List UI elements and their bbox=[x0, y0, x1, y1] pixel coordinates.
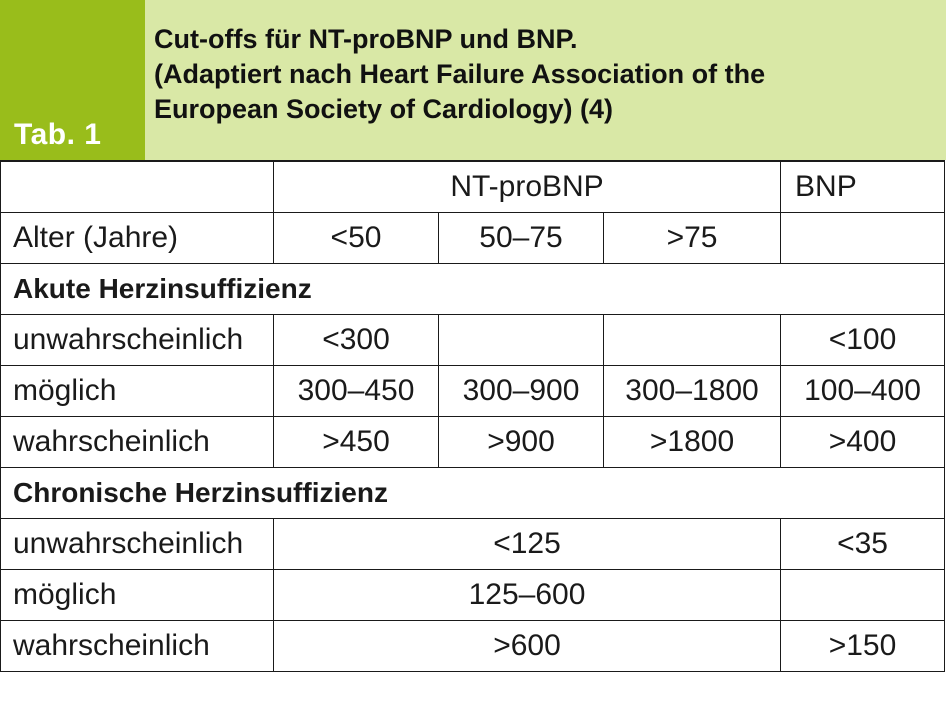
table-cell: 50–75 bbox=[439, 213, 604, 264]
title-box bbox=[145, 0, 946, 160]
title-line-3: European Society of Cardiology) (4) bbox=[154, 94, 614, 124]
table-row bbox=[1, 570, 945, 621]
tab-number-box bbox=[0, 0, 145, 160]
table-cell: >400 bbox=[781, 417, 945, 468]
title-line-2: (Adaptiert nach Heart Failure Association of the bbox=[154, 59, 766, 89]
row-label: möglich bbox=[1, 366, 274, 417]
table-cell: <100 bbox=[781, 315, 945, 366]
header-bnp: BNP bbox=[781, 161, 945, 213]
table-cell: >600 bbox=[274, 621, 781, 672]
table-cell: >1800 bbox=[604, 417, 781, 468]
tab-number: Tab. 1 bbox=[14, 118, 102, 151]
row-label: unwahrscheinlich bbox=[1, 519, 274, 570]
table-cell bbox=[439, 315, 604, 366]
table-cell: >450 bbox=[274, 417, 439, 468]
table-cell: <50 bbox=[274, 213, 439, 264]
table-cell bbox=[781, 213, 945, 264]
section-row-chronic bbox=[1, 468, 945, 519]
table-row bbox=[1, 315, 945, 366]
table-cell: >150 bbox=[781, 621, 945, 672]
table-cell: <125 bbox=[274, 519, 781, 570]
table-cell bbox=[781, 570, 945, 621]
table-cell: 300–1800 bbox=[604, 366, 781, 417]
age-row bbox=[1, 213, 945, 264]
table-cell: 300–900 bbox=[439, 366, 604, 417]
section-row-acute bbox=[1, 264, 945, 315]
table-cell: 300–450 bbox=[274, 366, 439, 417]
table-cell: >900 bbox=[439, 417, 604, 468]
table-header bbox=[0, 0, 946, 160]
table-title bbox=[154, 22, 934, 127]
table-cell bbox=[604, 315, 781, 366]
table-row bbox=[1, 366, 945, 417]
column-header-row bbox=[1, 161, 945, 213]
header-empty-cell bbox=[1, 161, 274, 213]
row-label: wahrscheinlich bbox=[1, 621, 274, 672]
row-label: Alter (Jahre) bbox=[1, 213, 274, 264]
table-cell: <35 bbox=[781, 519, 945, 570]
table-row bbox=[1, 519, 945, 570]
row-label: wahrscheinlich bbox=[1, 417, 274, 468]
table-cell: >75 bbox=[604, 213, 781, 264]
section-title: Akute Herzinsuffizienz bbox=[1, 264, 945, 315]
table-cell: 125–600 bbox=[274, 570, 781, 621]
table-row bbox=[1, 621, 945, 672]
title-line-1: Cut-offs für NT-proBNP und BNP. bbox=[154, 24, 578, 54]
table-cell: <300 bbox=[274, 315, 439, 366]
table-cell: 100–400 bbox=[781, 366, 945, 417]
table-row bbox=[1, 417, 945, 468]
header-ntprobnp: NT-proBNP bbox=[274, 161, 781, 213]
row-label: unwahrscheinlich bbox=[1, 315, 274, 366]
cutoff-table bbox=[0, 160, 945, 672]
section-title: Chronische Herzinsuffizienz bbox=[1, 468, 945, 519]
row-label: möglich bbox=[1, 570, 274, 621]
